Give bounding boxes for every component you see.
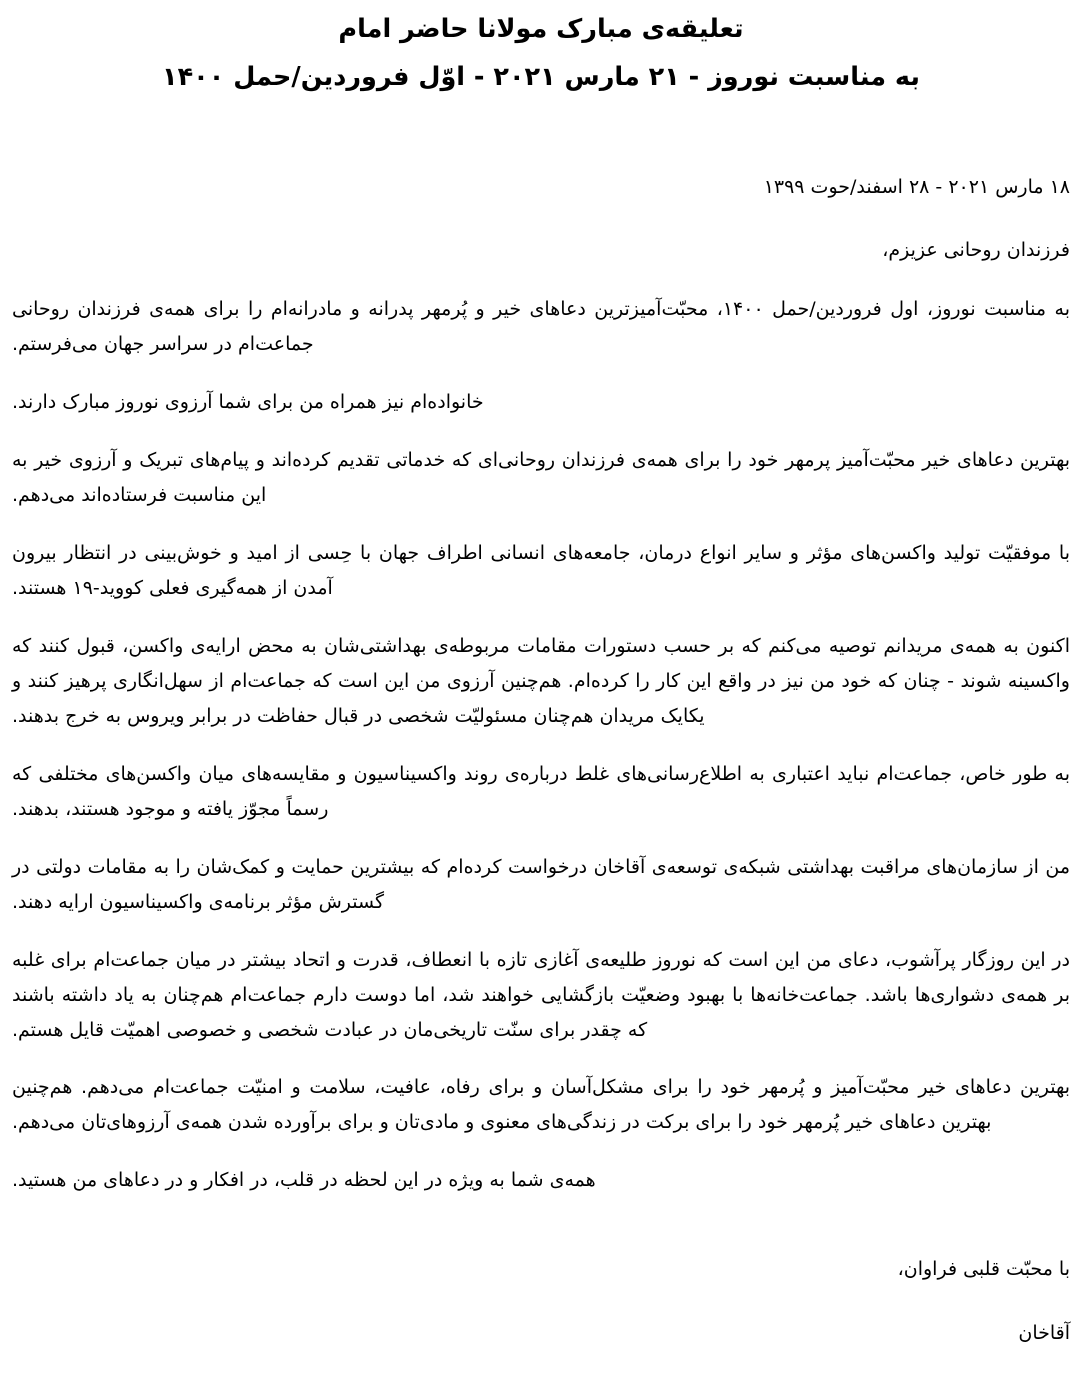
letter-paragraph: با موفقیّت تولید واکسن‌های مؤثر و سایر انواع درمان، جامعه‌های انسانی اطراف جهان با حِسی از امید و خوش‌بینی در انتظار بیرون آمدن از همه‌گیری فعلی کووید-۱۹ هستند. [12,542,1070,599]
letter-title-line-1: تعلیقه‌ی مبارک مولانا حاضر امام [338,14,744,44]
letter-paragraph: من از سازمان‌های مراقبت بهداشتی شبکه‌ی توسعه‌ی آقاخان درخواست کرده‌ام که بیشترین حمایت و کمک‌شان را به مقامات دولتی در گسترش مؤثر برنامه‌ی واکسیناسیون ارایه دهند. [12,855,1070,913]
letter-signature: آقاخان [1018,1322,1070,1345]
letter-closing: با محبّت قلبی فراوان، [897,1258,1070,1281]
letter-paragraph: به طور خاص، جماعت‌ام نباید اعتباری به اطلاع‌رسانی‌های غلط درباره‌ی روند واکسیناسیون و مقایسه‌های میان واکسن‌های مختلفی که رسماً مجوّز یافته و موجود هستند، بدهند. [12,762,1070,820]
letter-date: ۱۸ مارس ۲۰۲۱ - ۲۸ اسفند/حوت ۱۳۹۹ [763,175,1070,198]
letter-paragraph: به مناسبت نوروز، اول فروردین/حمل ۱۴۰۰، محبّت‌آمیزترین دعاهای خیر و پُرمهر پدرانه و مادرانه‌ام را برای همه‌ی فرزندان روحانی جماعت‌ام در سراسر جهان می‌فرستم. [12,298,1070,356]
letter-paragraph: همه‌ی شما به ویژه در این لحظه در قلب، در افکار و در دعاهای من هستید. [12,1169,596,1192]
letter-title-line-2: به مناسبت نوروز - ۲۱ مارس ۲۰۲۱ - اوّل فروردین/حمل ۱۴۰۰ [162,61,920,92]
letter-paragraph: اکنون به همه‌ی مریدانم توصیه می‌کنم که بر حسب دستورات مقامات مربوطه‌ی بهداشتی‌شان به محض ارایه‌ی واکسن، قبول کنند که واکسینه شوند - چنان که خود من نیز در واقع این کار را کرده‌ام. هم‌چنین آرزوی من این است که جماعت‌ام از سهل‌انگاری پرهیز کنند و یکایک مریدان هم‌چنان مسئولیّت شخصی در قبال حفاظت در برابر ویروس به خرج بدهند. [12,634,1070,727]
letter-salutation: فرزندان روحانی عزیزم، [882,239,1070,262]
letter-paragraph: در این روزگار پرآشوب، دعای من این است که نوروز طلیعه‌ی آغازی تازه با انعطاف، قدرت و اتحاد بیشتر در میان جماعت‌ام برای غلبه بر همه‌ی دشواری‌ها باشد. جماعت‌خانه‌ها با بهبود وضعیّت بازگشایی خواهند شد، اما دوست دارم جماعت‌ام هم‌چنان به یاد داشته باشند که چقدر برای سنّت تاریخی‌مان در عبادت شخصی و خصوصی اهمیّت قایل هستم. [12,948,1070,1041]
letter-paragraph: خانواده‌ام نیز همراه من برای شما آرزوی نوروز مبارک دارند. [12,391,484,414]
letter-meta-block [12,172,1070,267]
letter-title-block [12,0,1070,100]
letter-paragraph: بهترین دعاهای خیر محبّت‌آمیز پرمهر خود را برای همه‌ی فرزندان روحانی‌ای که خدماتی تقدیم کرده‌اند و پیام‌های تبریک و آرزوی خیر به این مناسبت فرستاده‌اند می‌دهم. [12,449,1070,507]
letter-closing-block [12,1254,1070,1349]
letter-paragraph: بهترین دعاهای خیر محبّت‌آمیز و پُرمهر خود را برای مشکل‌آسان و برای رفاه، عافیت، سلامت و امنیّت جماعت‌ام می‌دهم. هم‌چنین بهترین دعاهای خیر پُرمهر خود را برای برکت در زندگی‌های معنوی و مادی‌تان و برای برآورده شدن همه‌ی آرزوهای‌تان می‌دهم. [12,1076,1070,1134]
letter-body [12,292,1070,1198]
